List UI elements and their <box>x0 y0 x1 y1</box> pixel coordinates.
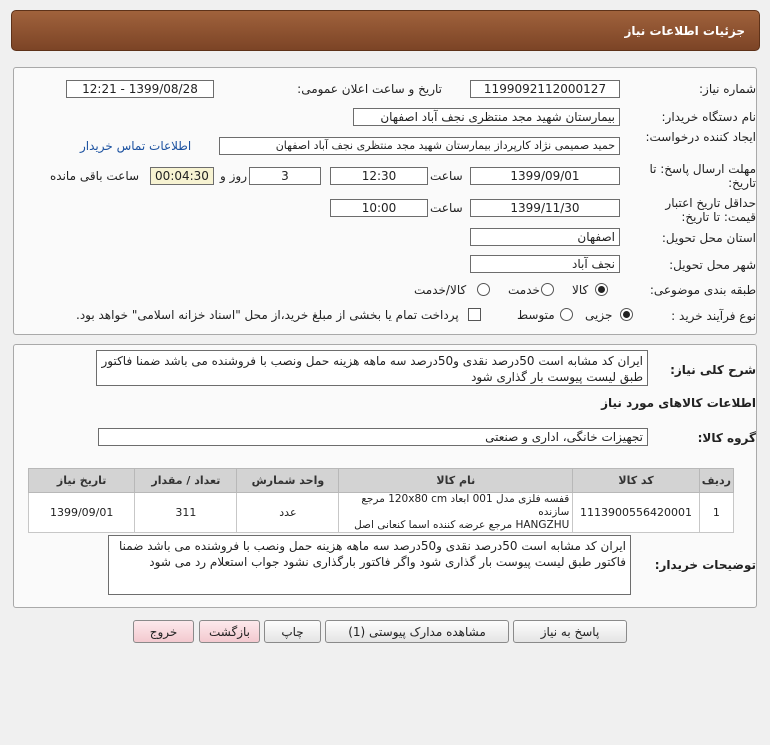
col-row: ردیف <box>699 469 733 493</box>
category-label: طبقه بندی موضوعی: <box>649 283 756 297</box>
treasury-payment-checkbox[interactable] <box>468 308 481 321</box>
page-header <box>11 10 760 51</box>
announce-field: 1399/08/28 - 12:21 <box>66 80 214 98</box>
row-name-line2: HANGZHU مرجع عرضه کننده اسما کنعانی اصل <box>354 519 570 531</box>
city-field: نجف آباد <box>470 255 620 273</box>
respond-button[interactable]: پاسخ به نیاز <box>513 620 627 643</box>
need-number-label: شماره نیاز: <box>699 82 756 96</box>
row-name <box>339 493 573 533</box>
category-goods-label: کالا <box>572 283 589 297</box>
validity-date-field: 1399/11/30 <box>470 199 620 217</box>
need-number-field: 1199092112000127 <box>470 80 620 98</box>
buyer-contact-link[interactable]: اطلاعات تماس خریدار <box>80 139 192 153</box>
remaining-time-label: ساعت باقی مانده <box>50 169 140 183</box>
buyer-label: نام دستگاه خریدار: <box>661 110 756 124</box>
view-attachments-button[interactable]: مشاهده مدارک پیوستی (1) <box>325 620 509 643</box>
deadline-days-field: 3 <box>249 167 321 185</box>
row-unit: عدد <box>237 493 339 533</box>
summary-label: شرح کلی نیاز: <box>670 363 756 377</box>
row-number: 1 <box>699 493 733 533</box>
goods-table <box>28 468 734 533</box>
purchase-radio-minor[interactable] <box>620 308 633 321</box>
purchase-type-label: نوع فرآیند خرید : <box>671 309 756 323</box>
goods-group-label: گروه کالا: <box>697 431 756 445</box>
col-name: نام کالا <box>339 469 573 493</box>
col-code: کد کالا <box>573 469 699 493</box>
deadline-date-field: 1399/09/01 <box>470 167 620 185</box>
purchase-radio-medium[interactable] <box>560 308 573 321</box>
category-service-label: خدمت <box>508 283 540 297</box>
category-radio-goods-service[interactable] <box>477 283 490 296</box>
category-goods-service-label: کالا/خدمت <box>414 283 467 297</box>
deadline-label: مهلت ارسال پاسخ: تا تاریخ: <box>649 162 756 190</box>
col-qty: تعداد / مقدار <box>135 469 237 493</box>
goods-section-title: اطلاعات کالاهای مورد نیاز <box>601 396 756 410</box>
creator-field: حمید صمیمی نژاد کارپرداز بیمارستان شهید مجد منتظری نجف آباد اصفهان <box>219 137 620 155</box>
col-date: تاریخ نیاز <box>29 469 135 493</box>
validity-time-field: 10:00 <box>330 199 428 217</box>
validity-label: حداقل تاریخ اعتبار قیمت: تا تاریخ: <box>665 196 756 224</box>
print-button[interactable]: چاپ <box>264 620 321 643</box>
summary-text: ایران کد مشابه است 50درصد نقدی و50درصد سه ماهه هزینه حمل ونصب با فروشنده می باشد ضمنا فاکتور طبق لیست پیوست بار گذاری شود <box>96 350 648 386</box>
purchase-minor-label: جزیی <box>585 308 613 322</box>
back-button[interactable]: بازگشت <box>199 620 260 643</box>
deadline-time-label: ساعت <box>430 169 463 183</box>
creator-label: ایجاد کننده درخواست: <box>645 130 756 144</box>
announce-label: تاریخ و ساعت اعلان عمومی: <box>297 82 442 96</box>
category-radio-service[interactable] <box>541 283 554 296</box>
buyer-notes-label: توضیحات خریدار: <box>654 558 756 572</box>
city-label: شهر محل تحویل: <box>669 258 756 272</box>
exit-button[interactable]: خروج <box>133 620 194 643</box>
buyer-field: بیمارستان شهید مجد منتظری نجف آباد اصفهان <box>353 108 620 126</box>
buyer-notes-text: ایران کد مشابه است 50درصد نقدی و50درصد سه ماهه هزینه حمل ونصب با فروشنده می باشد ضمنا فاکتور طبق لیست پیوست بار گذاری شود واگر فاکتور بارگذاری نشود جواب استعلام رد می شود <box>108 535 631 595</box>
row-code: 1113900556420001 <box>573 493 699 533</box>
goods-table-header <box>29 469 734 493</box>
row-name-line1: قفسه فلزی مدل 001 ابعاد 120x80 cm مرجع سازنده <box>361 493 570 518</box>
table-row <box>29 493 734 533</box>
province-label: استان محل تحویل: <box>661 231 756 245</box>
validity-time-label: ساعت <box>430 201 463 215</box>
category-radio-goods[interactable] <box>595 283 608 296</box>
deadline-time-field: 12:30 <box>330 167 428 185</box>
province-field: اصفهان <box>470 228 620 246</box>
remaining-time-field: 00:04:30 <box>150 167 214 185</box>
row-date: 1399/09/01 <box>29 493 135 533</box>
page-title: جزئیات اطلاعات نیاز <box>624 24 745 38</box>
deadline-days-label: روز و <box>220 169 247 183</box>
treasury-payment-note: پرداخت تمام یا بخشی از مبلغ خرید،از محل "اسناد خزانه اسلامی" خواهد بود. <box>76 308 459 322</box>
goods-group-field: تجهیزات خانگی، اداری و صنعتی <box>98 428 648 446</box>
col-unit: واحد شمارش <box>237 469 339 493</box>
row-qty: 311 <box>135 493 237 533</box>
purchase-medium-label: متوسط <box>517 308 555 322</box>
